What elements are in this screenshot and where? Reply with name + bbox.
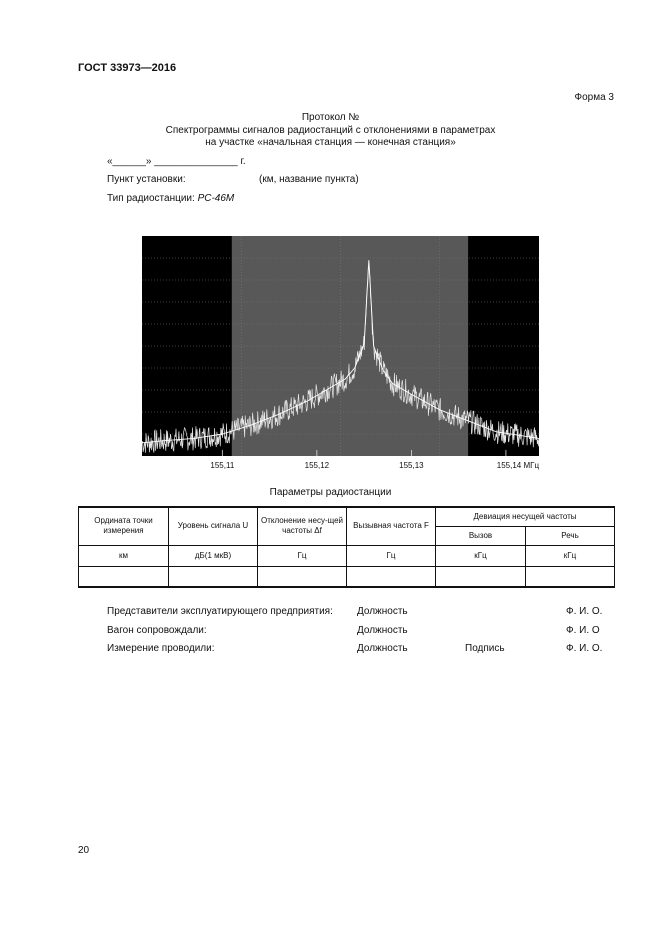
protocol-subtitle: Спектрограммы сигналов радиостанций с отклонениями в параметрах [165,125,496,136]
site-label: Пункт установки: [107,174,186,185]
table-cell[interactable] [258,566,347,587]
params-table [78,506,615,588]
unit-cell: кГц [436,545,526,566]
signature-label-operators: Представители эксплуатирующего предприятия: [107,606,333,617]
signature-name: Ф. И. О [566,625,600,636]
radio-type-label: Тип радиостанции: [107,193,198,204]
signature-position: Должность [357,625,408,636]
table-cell[interactable] [347,566,436,587]
x-tick-label: 155,11 [210,461,235,470]
table-cell[interactable] [436,566,526,587]
header-level: Уровень сигнала U [169,507,258,545]
table-cell[interactable] [526,566,615,587]
form-number: Форма 3 [574,92,614,103]
document-code: ГОСТ 33973—2016 [78,62,177,74]
header-carrier-deviation: Девиация несущей частоты [436,507,615,526]
unit-cell: Гц [347,545,436,566]
header-speech: Речь [526,526,615,545]
table-row [79,566,615,587]
protocol-title: Протокол № [301,112,360,123]
unit-cell: км [79,545,169,566]
signature-label-measurers: Измерение проводили: [107,643,215,654]
unit-cell: Гц [258,545,347,566]
protocol-section: на участке «начальная станция — конечная станция» [205,137,456,148]
x-tick-label: 155,13 [399,461,424,470]
header-call: Вызов [436,526,526,545]
signature-position: Должность [357,643,408,654]
spectrogram-svg [142,236,539,456]
header-deviation: Отклонение несу-щей частоты Δf [258,507,347,545]
table-cell[interactable] [79,566,169,587]
unit-cell: кГц [526,545,615,566]
header-call-frequency: Вызывная частота F [347,507,436,545]
signature-sign: Подпись [465,643,505,654]
table-cell[interactable] [169,566,258,587]
spectrogram-chart [142,236,539,456]
params-table-title: Параметры радиостанции [269,487,392,498]
signature-name: Ф. И. О. [566,606,603,617]
x-tick-label: 155,14 МГц [496,461,540,470]
x-tick-label: 155,12 [304,461,330,470]
site-hint: (км, название пункта) [259,174,359,185]
page-number: 20 [78,845,90,856]
signature-label-escort: Вагон сопровождали: [107,625,207,636]
radio-type-value: РС-46М [197,193,235,204]
signature-position: Должность [357,606,408,617]
signature-name: Ф. И. О. [566,643,603,654]
header-ordinate: Ордината точки измерения [79,507,169,545]
unit-cell: дБ(1 мкВ) [169,545,258,566]
date-field: «______» _______________ г. [107,156,246,167]
radio-type-line [107,193,234,204]
